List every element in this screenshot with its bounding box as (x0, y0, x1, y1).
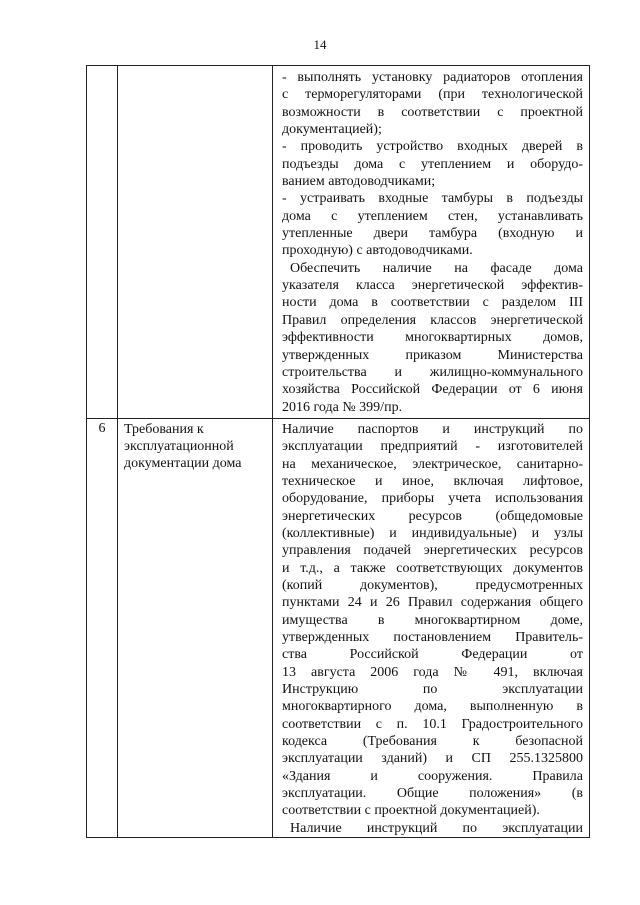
text-line: имущества в многоквартирном доме, (282, 612, 583, 628)
text-line: с терморегуляторами (при технологической (282, 87, 583, 103)
table-row (87, 418, 590, 837)
text-line: (коллективные) и индивидуальные) и узлы (282, 525, 583, 541)
requirement-name-cell (118, 66, 273, 419)
text-line: пунктами 24 и 26 Правил содержания общего (282, 595, 583, 611)
text-line: - устраивать входные тамбуры в подъезды (282, 191, 583, 207)
text-line: Инструкцию по эксплуатации (282, 682, 583, 698)
text-line: (копий документов), предусмотренных (282, 577, 583, 593)
text-line: энергетических ресурсов (общедомовые (282, 508, 583, 524)
text-line: дома с утеплением стен, устанавливать (282, 208, 583, 224)
text-line: утепленные двери тамбура (входную и (282, 226, 583, 242)
text-line: хозяйства Российской Федерации от 6 июня (282, 382, 583, 398)
text-line: оборудование, приборы учета использования (282, 491, 583, 507)
text-line: ства Российской Федерации от (282, 647, 583, 663)
requirement-text-cell (273, 66, 590, 419)
text-line: Наличие паспортов и инструкций по (282, 421, 583, 437)
text-line: эксплуатации зданий) и СП 255.1325800 (282, 751, 583, 767)
text-line: «Здания и сооружения. Правила (282, 768, 583, 784)
text-line: Правил определения классов энергетической (282, 312, 583, 328)
text-line: - выполнять установку радиаторов отопления (282, 70, 583, 85)
row-number-cell (87, 66, 118, 419)
text-line: на механическое, электрическое, санитарно- (282, 456, 583, 472)
requirement-text-cell (273, 418, 590, 837)
text-line: утвержденных приказом Министерства (282, 347, 583, 363)
text-line: проходную) с автодоводчиками. (282, 243, 473, 259)
text-line: управления подачей энергетических ресурсов (282, 543, 583, 559)
text-line: 13 августа 2006 года № 491, включая (282, 664, 583, 680)
text-line: подъезды дома с утеплением и оборудо- (282, 156, 583, 172)
text-line: Наличие инструкций по эксплуатации (290, 820, 583, 836)
requirements-table (86, 65, 590, 838)
text-line: эксплуатации. Общие положения» (в (282, 786, 583, 802)
text-line: эксплуатации предприятий - изготовителей (282, 439, 583, 455)
table-row (87, 66, 590, 419)
page-number: 14 (313, 37, 327, 52)
name-line: документации дома (124, 455, 242, 471)
text-line: и т.д., а также соответствующих документов (282, 560, 583, 576)
text-line: возможности в соответствии с проектной (282, 104, 583, 120)
text-line: ванием автодоводчиками; (282, 174, 436, 190)
requirement-name-cell (118, 418, 273, 837)
text-line: Обеспечить наличие на фасаде дома (290, 260, 583, 276)
text-line: утвержденных постановлением Правитель- (282, 630, 583, 645)
text-line: указателя класса энергетической эффектив- (282, 278, 583, 294)
text-line: ности дома в соответствии с разделом III (282, 295, 583, 311)
text-line: многоквартирного дома, выполненную в (282, 699, 583, 715)
text-line: - проводить устройство входных дверей в (282, 139, 583, 155)
row-number-cell: 6 (87, 418, 118, 837)
text-line: соответствии с проектной документацией). (282, 803, 540, 819)
text-line: кодекса (Требования к безопасной (282, 734, 583, 750)
name-line: Требования к (124, 421, 204, 437)
text-line: документацией); (282, 122, 382, 138)
text-line: соответствии с п. 10.1 Градостроительного (282, 716, 583, 732)
text-line: техническое и иное, включая лифтовое, (282, 473, 583, 489)
text-line: эффективности многоквартирных домов, (282, 330, 583, 346)
text-line: 2016 года № 399/пр. (282, 399, 403, 415)
text-line: строительства и жилищно-коммунального (282, 364, 583, 380)
name-line: эксплуатационной (124, 438, 234, 454)
